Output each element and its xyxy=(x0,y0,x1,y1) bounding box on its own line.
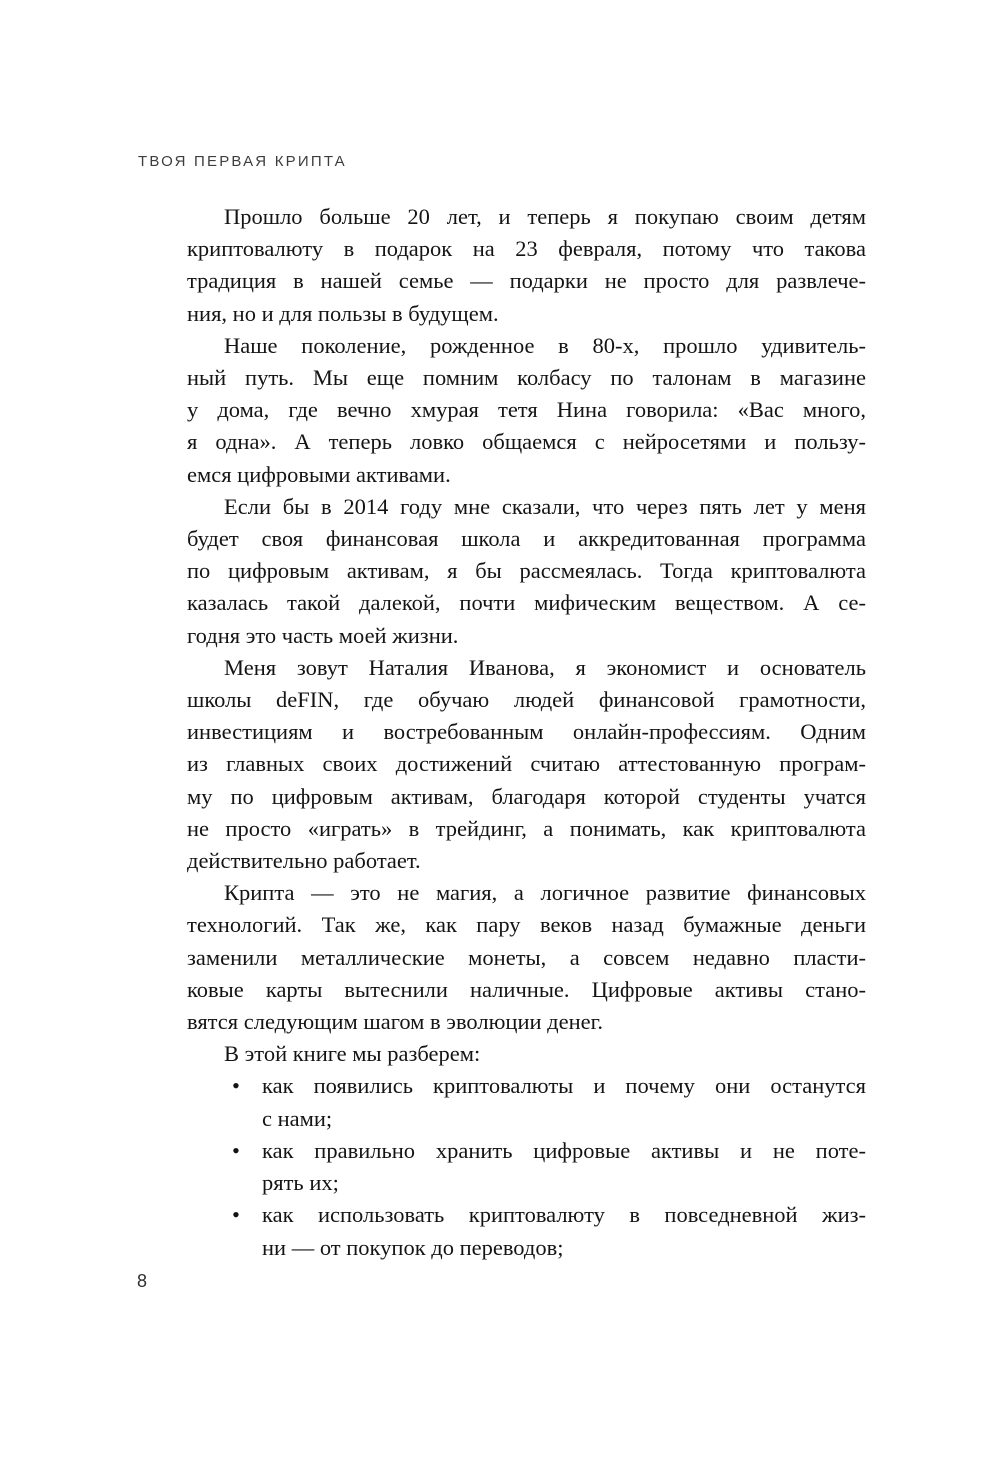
paragraph xyxy=(187,330,866,491)
text-line: технологий. Так же, как пару веков назад бумажные деньги xyxy=(187,912,866,938)
text-line: ный путь. Мы еще помним колбасу по талонам в магазине xyxy=(187,365,866,391)
text-line: заменили металлические монеты, а совсем недавно пласти- xyxy=(187,944,866,970)
text-line: у дома, где вечно хмурая тетя Нина говорила: «Вас много, xyxy=(187,397,866,423)
bullet-list-item xyxy=(187,1199,866,1263)
text-line: школы deFIN, где обучаю людей финансовой грамотности, xyxy=(187,687,866,713)
bullet-icon: • xyxy=(232,1137,240,1163)
paragraph xyxy=(187,1038,866,1070)
paragraph xyxy=(187,652,866,877)
text-line: рять их; xyxy=(262,1170,339,1196)
text-line: ковые карты вытеснили наличные. Цифровые активы стано- xyxy=(187,976,866,1002)
text-line: традиция в нашей семье — подарки не просто для развлече- xyxy=(187,268,866,294)
bullet-list-item xyxy=(187,1135,866,1199)
text-line: ния, но и для пользы в будущем. xyxy=(187,300,499,326)
text-line: годня это часть моей жизни. xyxy=(187,622,459,648)
text-line: ни — от покупок до переводов; xyxy=(262,1234,564,1260)
bullet-list-item xyxy=(187,1070,866,1134)
body-text xyxy=(187,201,866,1264)
text-line: я одна». А теперь ловко общаемся с нейросетями и пользу- xyxy=(187,429,866,455)
text-line: по цифровым активам, я бы рассмеялась. Тогда криптовалюта xyxy=(187,558,866,584)
text-line: казалась такой далекой, почти мифическим веществом. А се- xyxy=(187,590,866,616)
text-line: не просто «играть» в трейдинг, а понимать, как криптовалюта xyxy=(187,815,866,841)
text-line: как правильно хранить цифровые активы и не поте- xyxy=(262,1137,866,1163)
text-line: Меня зовут Наталия Иванова, я экономист и основатель xyxy=(224,654,866,680)
bullet-text xyxy=(262,1135,866,1199)
text-line: Наше поколение, рожденное в 80-х, прошло удивитель- xyxy=(224,332,866,358)
text-line: криптовалюту в подарок на 23 февраля, потому что такова xyxy=(187,236,866,262)
text-line: Крипта — это не магия, а логичное развитие финансовых xyxy=(224,880,866,906)
text-line: му по цифровым активам, благодаря которой студенты учатся xyxy=(187,783,866,809)
text-line: из главных своих достижений считаю аттестованную програм- xyxy=(187,751,866,777)
paragraph xyxy=(187,491,866,652)
text-line: с нами; xyxy=(262,1105,333,1131)
page-number: 8 xyxy=(137,1271,148,1291)
text-line: емся цифровыми активами. xyxy=(187,461,451,487)
text-line: Прошло больше 20 лет, и теперь я покупаю своим детям xyxy=(224,204,866,229)
running-header: ТВОЯ ПЕРВАЯ КРИПТА xyxy=(138,153,347,170)
paragraph xyxy=(187,877,866,1038)
bullet-icon: • xyxy=(232,1202,240,1228)
bullet-icon: • xyxy=(232,1073,240,1099)
text-line: вятся следующим шагом в эволюции денег. xyxy=(187,1009,603,1035)
text-line: инвестициям и востребованным онлайн-профессиям. Одним xyxy=(187,719,866,745)
text-line: как использовать криптовалюту в повседневной жиз- xyxy=(262,1202,866,1228)
bullet-text xyxy=(262,1070,866,1134)
text-line: будет своя финансовая школа и аккредитованная программа xyxy=(187,526,866,552)
text-line: В этой книге мы разберем: xyxy=(224,1041,481,1067)
text-line: как появились криптовалюты и почему они останутся xyxy=(262,1073,866,1099)
text-line: действительно работает. xyxy=(187,848,421,874)
bullet-text xyxy=(262,1199,866,1263)
paragraph xyxy=(187,201,866,330)
text-line: Если бы в 2014 году мне сказали, что через пять лет у меня xyxy=(224,493,866,519)
